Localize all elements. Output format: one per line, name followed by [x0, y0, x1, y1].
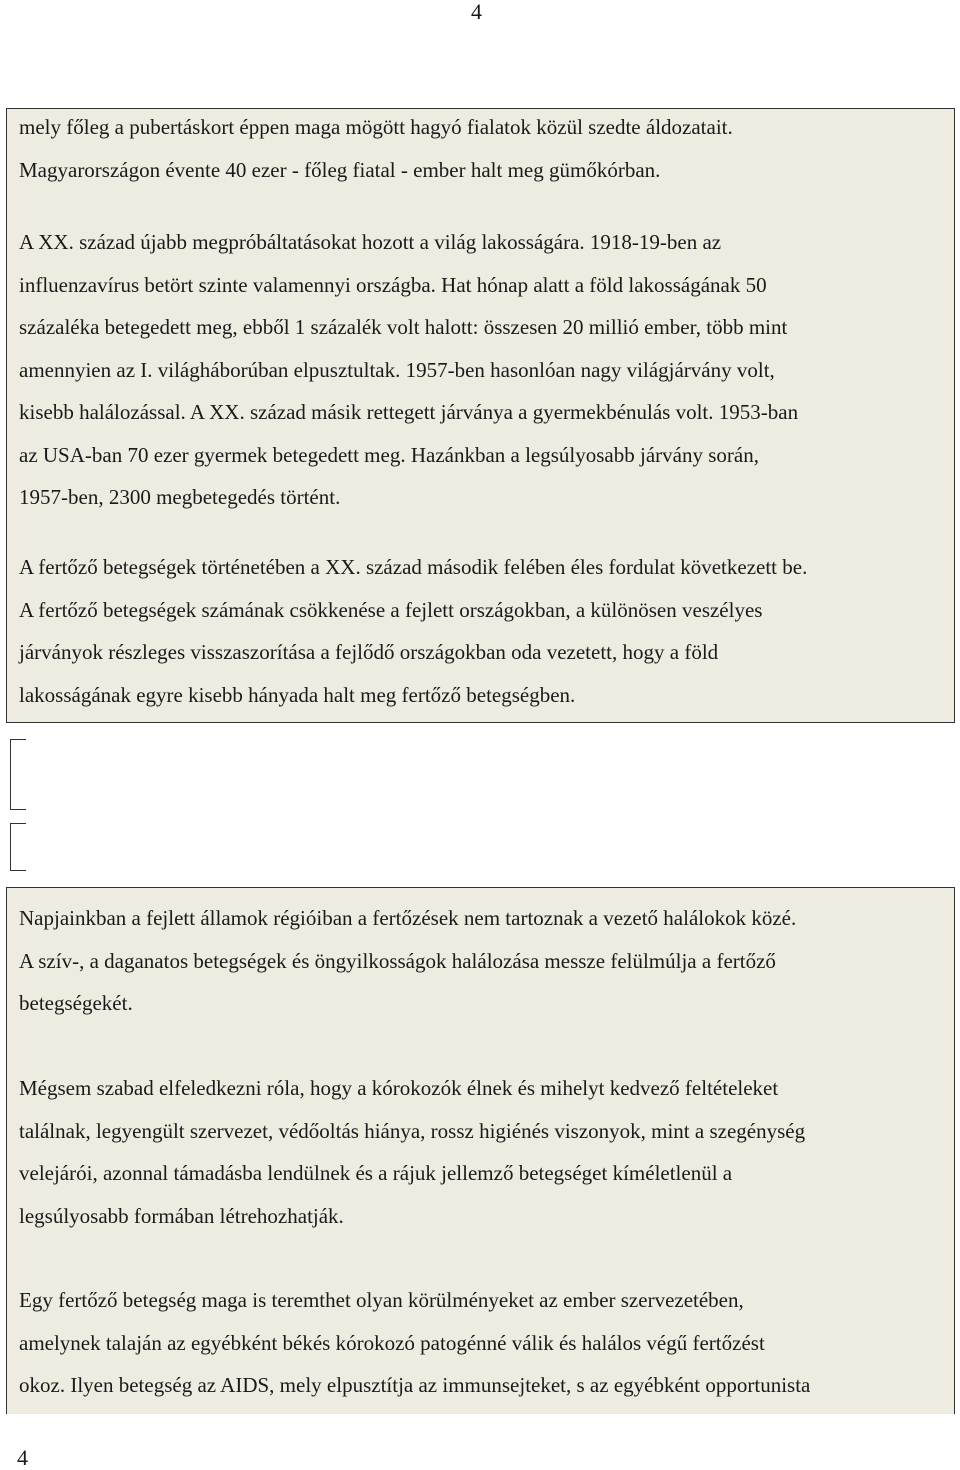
paragraph-tuberculosis: [19, 106, 951, 191]
text-line: A szív-, a daganatos betegségek és öngyilkosságok halálozása messze felülmúlja a fertőző: [19, 948, 776, 973]
separator-mark: [10, 823, 26, 824]
paragraph-pathogens-warning: [19, 1067, 951, 1237]
paragraph-20th-century-epidemics: [19, 221, 951, 519]
text-box-present: [6, 887, 955, 1414]
text-line: amennyien az I. világháborúban elpusztultak. 1957-ben hasonlóan nagy világjárvány volt,: [19, 357, 775, 382]
text-line: velejárói, azonnal támadásba lendülnek és a rájuk jellemző betegséget kíméletlenül a: [19, 1161, 733, 1185]
paragraph-turning-point: [19, 546, 951, 716]
text-line: Mégsem szabad elfeledkezni róla, hogy a kórokozók élnek és mihelyt kedvező feltételeket: [19, 1076, 779, 1100]
text-line: találnak, legyengült szervezet, védőoltás hiánya, rossz higiénés viszonyok, mint a szegénység: [19, 1118, 806, 1143]
text-line: A fertőző betegségek történetében a XX. század második felében éles fordulat következett be.: [19, 555, 808, 579]
text-line: amelynek talaján az egyébként békés kórokozó patogénné válik és halálos végű fertőzést: [19, 1330, 765, 1355]
text-line: lakosságának egyre kisebb hányada halt meg fertőző betegségben.: [19, 682, 576, 707]
page-number-bottom: 4: [17, 1445, 28, 1470]
text-line: kisebb halálozással. A XX. század másik rettegett járványa a gyermekbénulás volt. 1953-ban: [19, 400, 799, 424]
separator-marks: [10, 722, 26, 882]
text-line: legsúlyosabb formában létrehozhatják.: [19, 1203, 344, 1228]
page-number-top: 4: [471, 0, 482, 24]
separator-mark: [10, 809, 26, 810]
text-line: Napjainkban a fejlett államok régióiban a fertőzések nem tartoznak a vezető halálokok közé.: [19, 906, 797, 930]
text-line: A XX. század újabb megpróbáltatásokat hozott a világ lakosságára. 1918-19-ben az: [19, 230, 722, 254]
text-line: okoz. Ilyen betegség az AIDS, mely elpusztítja az immunsejteket, s az egyébként opportunista: [19, 1373, 811, 1397]
separator-line: [10, 739, 11, 809]
text-line: járványok részleges visszaszorítása a fejlődő országokban oda vezetett, hogy a föld: [19, 640, 719, 664]
text-line: Magyarországon évente 40 ezer - főleg fiatal - ember halt meg gümőkórban.: [19, 157, 661, 182]
separator-mark: [10, 870, 26, 871]
text-line: influenzavírus betört szinte valamennyi országba. Hat hónap alatt a föld lakosságának 50: [19, 272, 767, 297]
separator-mark: [10, 739, 26, 740]
text-line: mely főleg a pubertáskort éppen maga mögött hagyó fialatok közül szedte áldozatait.: [19, 115, 733, 139]
separator-line: [10, 823, 11, 870]
text-line: A fertőző betegségek számának csökkenése a fejlett országokban, a különösen veszélyes: [19, 597, 763, 622]
text-line: betegségekét.: [19, 991, 133, 1015]
text-line: 1957-ben, 2300 megbetegedés történt.: [19, 485, 341, 509]
text-line: Egy fertőző betegség maga is teremthet olyan körülményeket az ember szervezetében,: [19, 1288, 744, 1312]
text-line: százaléka betegedett meg, ebből 1 százalék volt halott: összesen 20 millió ember, több mint: [19, 315, 788, 339]
paragraph-modern-causes: [19, 897, 951, 1025]
text-line: az USA-ban 70 ezer gyermek betegedett meg. Hazánkban a legsúlyosabb járvány során,: [19, 442, 759, 467]
text-box-history: [6, 108, 955, 723]
paragraph-aids: [19, 1279, 951, 1407]
